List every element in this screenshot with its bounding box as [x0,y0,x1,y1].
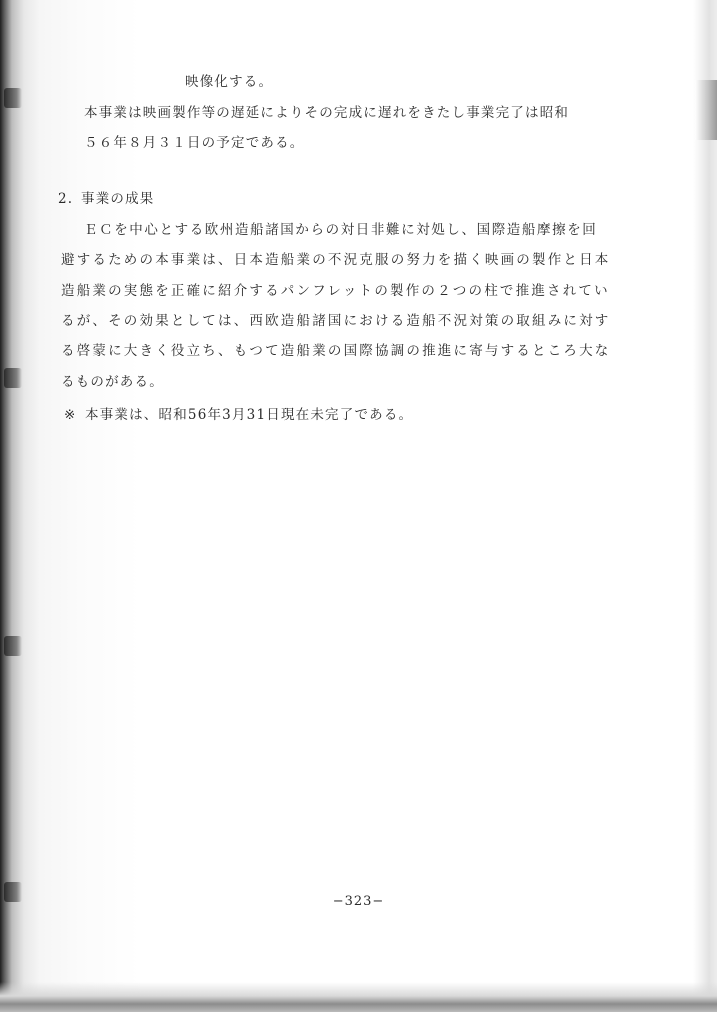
page-bottom-edge [0,982,717,1012]
body-text-line: る啓蒙に大きく役立ち、もつて造船業の国際協調の推進に寄与するところ大な [61,343,611,359]
body-text-line: ＥＣを中心とする欧州造船諸国からの対日非難に対処し、国際造船摩擦を回 [84,222,598,238]
body-text-line: るものがある。 [61,374,164,390]
body-text-line: ５６年８月３１日の予定である。 [84,135,305,151]
binding-hole [4,368,22,388]
body-text-line: 造船業の実態を正確に紹介するパンフレットの製作の２つの柱で推進されてい [61,283,610,299]
binding-hole [4,88,22,108]
note-mark: ※ [64,407,77,423]
body-text-line: 避するための本事業は、日本造船業の不況克服の努力を描く映画の製作と日本 [61,252,611,268]
section-heading: 事業の成果 [81,191,155,207]
body-text-line: 本事業は映画製作等の遅延によりその完成に遅れをきたし事業完了は昭和 [84,105,570,121]
page-right-edge [693,0,717,1012]
section-number: 2. [58,191,74,207]
body-text-line: 映像化する。 [185,74,274,90]
body-text-line: るが、その効果としては、西欧造船諸国における造船不況対策の取組みに対す [61,313,611,329]
page-number: −323− [332,894,385,909]
note-text: 本事業は、昭和56年3月31日現在未完了である。 [85,407,414,423]
page-right-tab-shadow [695,80,717,140]
binding-hole [4,636,22,656]
